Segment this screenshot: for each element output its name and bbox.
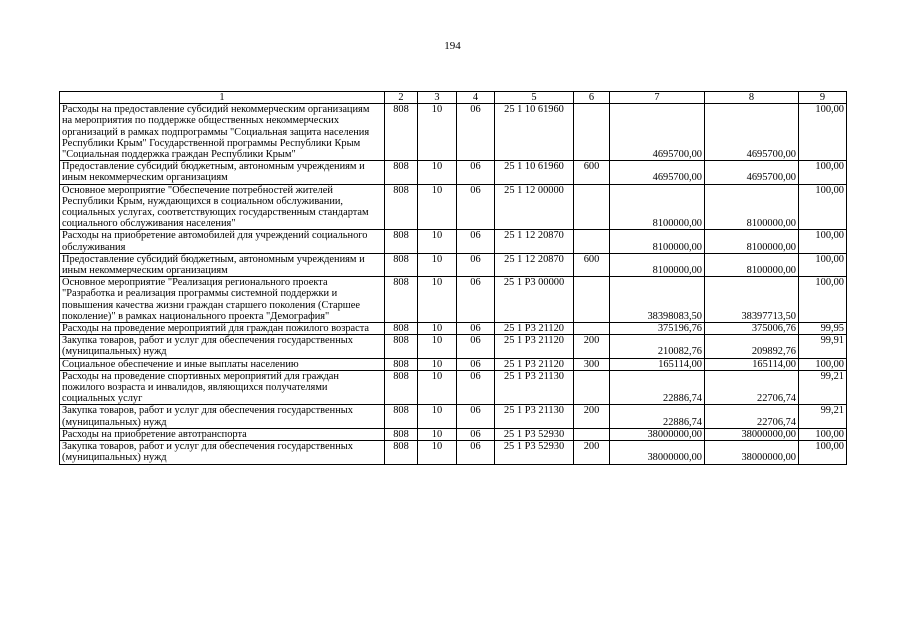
planned-amount: 8100000,00 — [610, 253, 705, 276]
execution-percent: 99,95 — [799, 323, 847, 335]
section-code: 10 — [418, 277, 457, 323]
row-description: Закупка товаров, работ и услуг для обеспечения государственных (муниципальных) нужд — [60, 441, 385, 464]
target-article-code: 25 1 12 20870 — [495, 230, 574, 253]
planned-amount: 165114,00 — [610, 358, 705, 370]
expense-type-code — [574, 428, 610, 440]
planned-amount: 8100000,00 — [610, 230, 705, 253]
header-col-8: 8 — [705, 92, 799, 104]
execution-percent: 100,00 — [799, 184, 847, 230]
planned-amount: 4695700,00 — [610, 161, 705, 184]
execution-percent: 100,00 — [799, 253, 847, 276]
table-row — [60, 405, 847, 428]
execution-percent: 99,91 — [799, 335, 847, 358]
section-code: 10 — [418, 335, 457, 358]
header-col-7: 7 — [610, 92, 705, 104]
execution-percent: 100,00 — [799, 358, 847, 370]
admin-code: 808 — [385, 253, 418, 276]
expense-type-code — [574, 104, 610, 161]
section-code: 10 — [418, 405, 457, 428]
target-article-code: 25 1 P3 21130 — [495, 370, 574, 405]
header-col-3: 3 — [418, 92, 457, 104]
target-article-code: 25 1 12 20870 — [495, 253, 574, 276]
target-article-code: 25 1 12 00000 — [495, 184, 574, 230]
target-article-code: 25 1 10 61960 — [495, 161, 574, 184]
planned-amount: 4695700,00 — [610, 104, 705, 161]
expense-type-code: 200 — [574, 335, 610, 358]
row-description: Закупка товаров, работ и услуг для обеспечения государственных (муниципальных) нужд — [60, 335, 385, 358]
expense-type-code: 600 — [574, 161, 610, 184]
executed-amount: 22706,74 — [705, 405, 799, 428]
row-description: Расходы на предоставление субсидий некоммерческим организациям на мероприятия по поддержке общественных некоммерческих организаций в рамках подпрограммы "Социальная защита населения Республики Крым" Государственной программы Республики Крым "Социальная поддержка граждан Республики Крым" — [60, 104, 385, 161]
subsection-code: 06 — [457, 277, 495, 323]
planned-amount: 375196,76 — [610, 323, 705, 335]
executed-amount: 38397713,50 — [705, 277, 799, 323]
subsection-code: 06 — [457, 230, 495, 253]
expense-type-code — [574, 370, 610, 405]
admin-code: 808 — [385, 104, 418, 161]
executed-amount: 8100000,00 — [705, 230, 799, 253]
table-row — [60, 335, 847, 358]
subsection-code: 06 — [457, 405, 495, 428]
admin-code: 808 — [385, 323, 418, 335]
admin-code: 808 — [385, 405, 418, 428]
row-description: Предоставление субсидий бюджетным, автономным учреждениям и иным некоммерческим организациям — [60, 161, 385, 184]
admin-code: 808 — [385, 335, 418, 358]
target-article-code: 25 1 P3 00000 — [495, 277, 574, 323]
row-description: Основное мероприятие "Реализация регионального проекта "Разработка и реализация программы системной поддержки и повышения качества жизни граждан старшего поколения (Старшее поколение)" в рамках национального проекта "Демография" — [60, 277, 385, 323]
header-col-4: 4 — [457, 92, 495, 104]
execution-percent: 100,00 — [799, 104, 847, 161]
admin-code: 808 — [385, 358, 418, 370]
header-col-5: 5 — [495, 92, 574, 104]
subsection-code: 06 — [457, 441, 495, 464]
table-row — [60, 323, 847, 335]
executed-amount: 165114,00 — [705, 358, 799, 370]
planned-amount: 8100000,00 — [610, 184, 705, 230]
table-row — [60, 230, 847, 253]
table-row — [60, 428, 847, 440]
target-article-code: 25 1 P3 21120 — [495, 358, 574, 370]
target-article-code: 25 1 P3 52930 — [495, 441, 574, 464]
executed-amount: 4695700,00 — [705, 161, 799, 184]
executed-amount: 38000000,00 — [705, 441, 799, 464]
row-description: Расходы на проведение мероприятий для граждан пожилого возраста — [60, 323, 385, 335]
execution-percent: 100,00 — [799, 441, 847, 464]
subsection-code: 06 — [457, 370, 495, 405]
expense-type-code: 600 — [574, 253, 610, 276]
section-code: 10 — [418, 323, 457, 335]
execution-percent: 99,21 — [799, 405, 847, 428]
planned-amount: 38000000,00 — [610, 441, 705, 464]
row-description: Закупка товаров, работ и услуг для обеспечения государственных (муниципальных) нужд — [60, 405, 385, 428]
target-article-code: 25 1 P3 21120 — [495, 323, 574, 335]
executed-amount: 8100000,00 — [705, 184, 799, 230]
header-col-2: 2 — [385, 92, 418, 104]
admin-code: 808 — [385, 184, 418, 230]
header-col-6: 6 — [574, 92, 610, 104]
planned-amount: 22886,74 — [610, 405, 705, 428]
target-article-code: 25 1 10 61960 — [495, 104, 574, 161]
planned-amount: 210082,76 — [610, 335, 705, 358]
admin-code: 808 — [385, 370, 418, 405]
section-code: 10 — [418, 184, 457, 230]
execution-percent: 100,00 — [799, 161, 847, 184]
planned-amount: 38398083,50 — [610, 277, 705, 323]
expense-type-code — [574, 230, 610, 253]
table-row — [60, 370, 847, 405]
expense-type-code: 300 — [574, 358, 610, 370]
expense-type-code — [574, 323, 610, 335]
executed-amount: 38000000,00 — [705, 428, 799, 440]
subsection-code: 06 — [457, 428, 495, 440]
table-row — [60, 104, 847, 161]
table-row — [60, 161, 847, 184]
target-article-code: 25 1 P3 21130 — [495, 405, 574, 428]
subsection-code: 06 — [457, 184, 495, 230]
subsection-code: 06 — [457, 253, 495, 276]
table-row — [60, 358, 847, 370]
table-body — [60, 104, 847, 464]
page-number: 194 — [444, 40, 461, 52]
executed-amount: 8100000,00 — [705, 253, 799, 276]
admin-code: 808 — [385, 230, 418, 253]
row-description: Расходы на приобретение автомобилей для учреждений социального обслуживания — [60, 230, 385, 253]
budget-table — [59, 91, 847, 465]
expense-type-code — [574, 277, 610, 323]
execution-percent: 100,00 — [799, 277, 847, 323]
expense-type-code — [574, 184, 610, 230]
executed-amount: 375006,76 — [705, 323, 799, 335]
subsection-code: 06 — [457, 335, 495, 358]
section-code: 10 — [418, 441, 457, 464]
section-code: 10 — [418, 370, 457, 405]
admin-code: 808 — [385, 161, 418, 184]
planned-amount: 38000000,00 — [610, 428, 705, 440]
expense-type-code: 200 — [574, 441, 610, 464]
executed-amount: 22706,74 — [705, 370, 799, 405]
admin-code: 808 — [385, 441, 418, 464]
table-row — [60, 277, 847, 323]
section-code: 10 — [418, 428, 457, 440]
executed-amount: 209892,76 — [705, 335, 799, 358]
table-row — [60, 441, 847, 464]
execution-percent: 100,00 — [799, 428, 847, 440]
planned-amount: 22886,74 — [610, 370, 705, 405]
row-description: Расходы на проведение спортивных мероприятий для граждан пожилого возраста и инвалидов, являющихся получателями социальных услуг — [60, 370, 385, 405]
admin-code: 808 — [385, 428, 418, 440]
section-code: 10 — [418, 161, 457, 184]
target-article-code: 25 1 P3 52930 — [495, 428, 574, 440]
row-description: Расходы на приобретение автотранспорта — [60, 428, 385, 440]
section-code: 10 — [418, 230, 457, 253]
subsection-code: 06 — [457, 358, 495, 370]
section-code: 10 — [418, 104, 457, 161]
row-description: Социальное обеспечение и иные выплаты населению — [60, 358, 385, 370]
header-col-9: 9 — [799, 92, 847, 104]
table-row — [60, 253, 847, 276]
header-row — [60, 92, 847, 104]
subsection-code: 06 — [457, 104, 495, 161]
section-code: 10 — [418, 358, 457, 370]
admin-code: 808 — [385, 277, 418, 323]
execution-percent: 99,21 — [799, 370, 847, 405]
execution-percent: 100,00 — [799, 230, 847, 253]
row-description: Предоставление субсидий бюджетным, автономным учреждениям и иным некоммерческим организациям — [60, 253, 385, 276]
subsection-code: 06 — [457, 323, 495, 335]
expense-type-code: 200 — [574, 405, 610, 428]
subsection-code: 06 — [457, 161, 495, 184]
target-article-code: 25 1 P3 21120 — [495, 335, 574, 358]
table-header — [60, 92, 847, 104]
header-col-1: 1 — [60, 92, 385, 104]
executed-amount: 4695700,00 — [705, 104, 799, 161]
row-description: Основное мероприятие "Обеспечение потребностей жителей Республики Крым, нуждающихся в социальном обслуживании, социальных услугах, соответствующих государственным стандартам социального обслуживания населения" — [60, 184, 385, 230]
table-row — [60, 184, 847, 230]
section-code: 10 — [418, 253, 457, 276]
